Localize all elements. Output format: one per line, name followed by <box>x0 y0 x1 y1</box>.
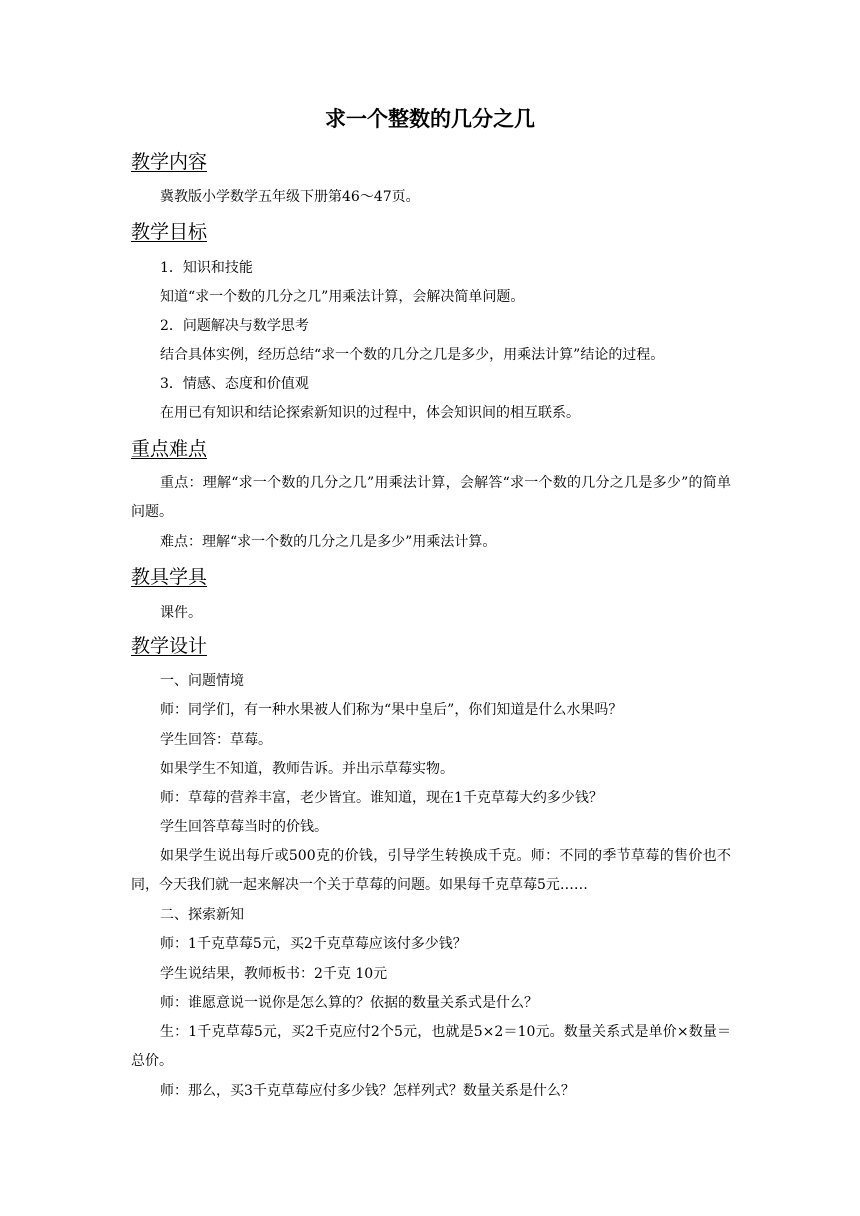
design-item: 师：1千克草莓5元，买2千克草莓应该付多少钱？ <box>160 936 467 952</box>
design-item: 如果学生说出每斤或500克的价钱，引导学生转换成千克。师：不同的季节草莓的售价也不同，今天我们就一起来解决一个关于草莓的问题。如果每千克草莓5元…… <box>131 848 731 893</box>
section-heading-teaching-design: 教学设计 <box>131 635 208 657</box>
key-point-item: 重点：理解“求一个数的几分之几”用乘法计算，会解答“求一个数的几分之几是多少”的简单问题。 <box>131 475 731 520</box>
design-item: 生：1千克草莓5元，买2千克应付2个5元，也就是5×2＝10元。数量关系式是单价×数量＝总价。 <box>131 1024 731 1069</box>
key-point-item: 难点：理解“求一个数的几分之几是多少”用乘法计算。 <box>160 534 497 550</box>
design-item: 如果学生不知道，教师告诉。并出示草莓实物。 <box>160 761 454 777</box>
goal-item: 1．知识和技能 <box>160 260 253 276</box>
design-item: 一、问题情境 <box>160 673 244 689</box>
section-heading-key-points: 重点难点 <box>131 438 208 460</box>
design-item: 师：同学们，有一种水果被人们称为“果中皇后”，你们知道是什么水果吗？ <box>160 702 623 718</box>
goal-item: 2．问题解决与数学思考 <box>160 318 309 334</box>
design-item: 学生回答：草莓。 <box>160 732 272 748</box>
section-heading-teaching-content: 教学内容 <box>131 151 208 173</box>
teaching-tools-text: 课件。 <box>160 605 202 621</box>
document-title: 求一个整数的几分之几 <box>325 107 535 131</box>
goal-item: 结合具体实例，经历总结“求一个数的几分之几是多少，用乘法计算”结论的过程。 <box>160 347 665 363</box>
goal-item: 知道“求一个数的几分之几”用乘法计算，会解决简单问题。 <box>160 289 525 305</box>
goal-item: 3．情感、态度和价值观 <box>160 376 309 392</box>
design-item: 师：谁愿意说一说你是怎么算的？依据的数量关系式是什么？ <box>160 995 538 1011</box>
section-heading-teaching-goals: 教学目标 <box>131 221 208 243</box>
design-item: 学生回答草莓当时的价钱。 <box>160 819 328 835</box>
section-heading-teaching-tools: 教具学具 <box>131 566 208 588</box>
design-item: 师：那么，买3千克草莓应付多少钱？怎样列式？数量关系是什么？ <box>160 1083 575 1099</box>
design-item: 师：草莓的营养丰富，老少皆宜。谁知道，现在1千克草莓大约多少钱？ <box>160 790 603 806</box>
goal-item: 在用已有知识和结论探索新知识的过程中，体会知识间的相互联系。 <box>160 405 580 421</box>
design-item: 学生说结果，教师板书：2千克 10元 <box>160 966 388 982</box>
teaching-content-text: 冀教版小学数学五年级下册第46～47页。 <box>160 189 420 205</box>
design-item: 二、探索新知 <box>160 907 244 923</box>
